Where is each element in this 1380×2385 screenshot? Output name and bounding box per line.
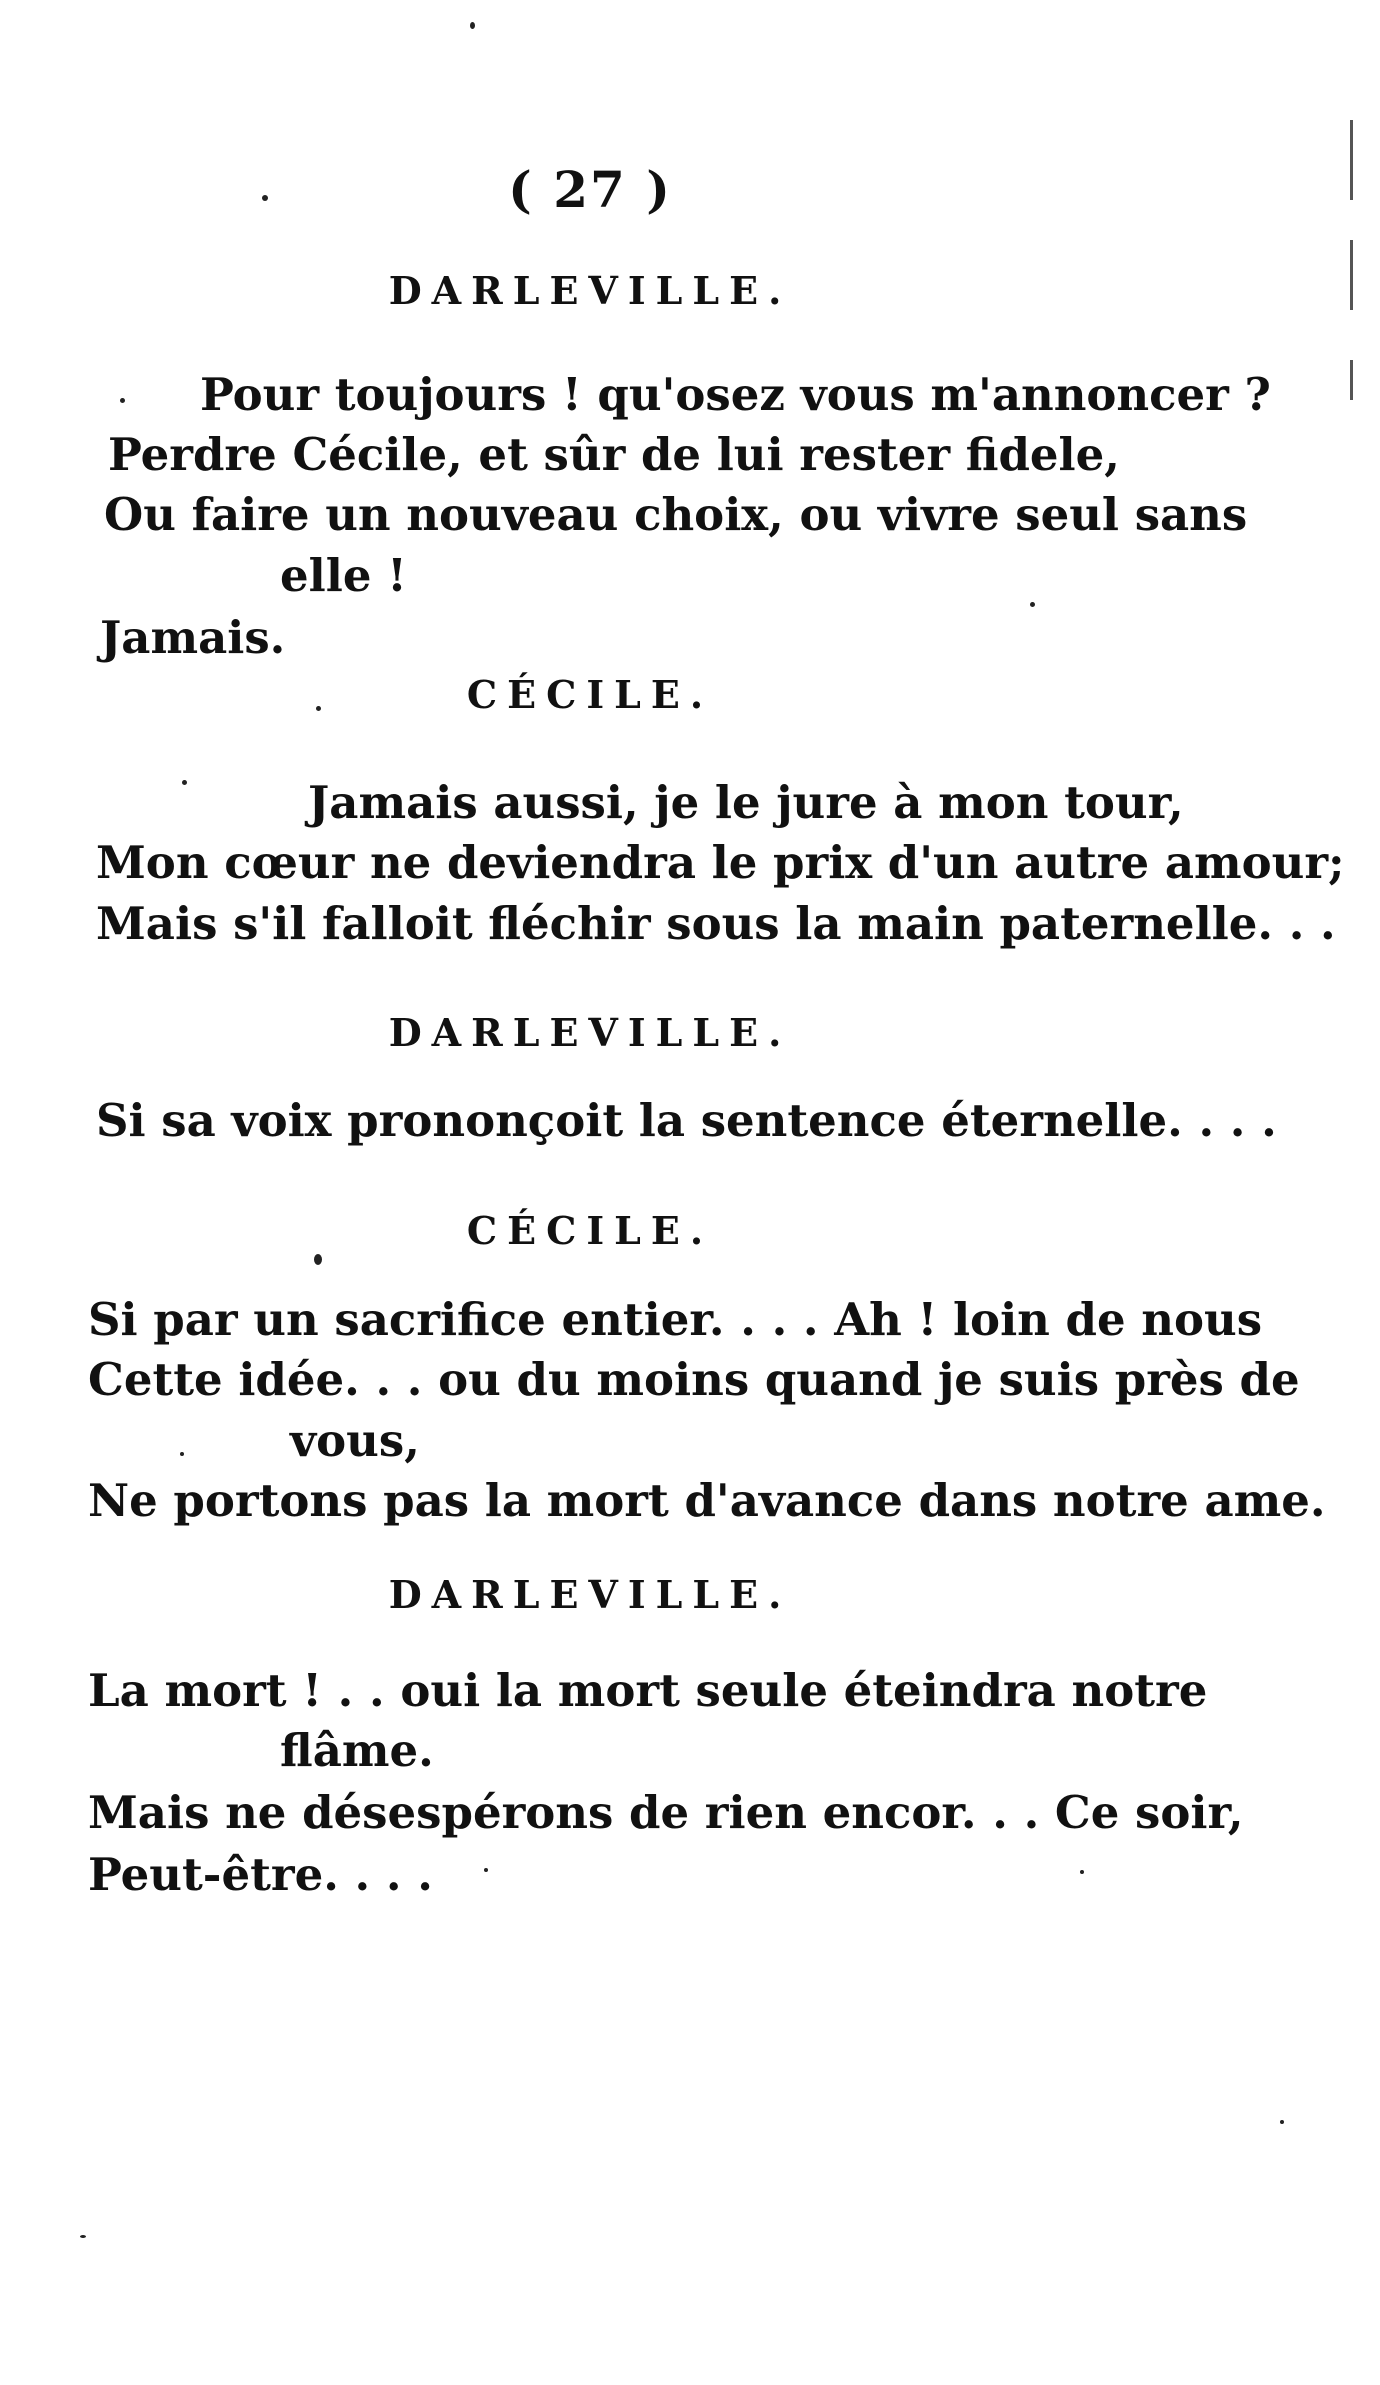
- speaker-cecile: CÉCILE.: [466, 672, 714, 717]
- scan-speck: [262, 195, 268, 201]
- scan-speck: [314, 1254, 322, 1265]
- binding-edge-mark: [1350, 240, 1353, 310]
- verse-line: Jamais aussi, je le jure à mon tour,: [308, 776, 1184, 829]
- scan-speck: [316, 706, 321, 711]
- verse-line: Ou faire un nouveau choix, ou vivre seul sans: [104, 488, 1248, 541]
- verse-line: Pour toujours ! qu'osez vous m'annoncer ?: [200, 368, 1271, 421]
- binding-edge-mark: [1350, 360, 1353, 400]
- verse-line: Si par un sacrifice entier. . . . Ah ! loin de nous: [88, 1293, 1263, 1346]
- scan-speck: [1280, 2120, 1284, 2124]
- verse-line: Mais ne désespérons de rien encor. . . Ce soir,: [88, 1786, 1244, 1839]
- scan-speck: [484, 1868, 488, 1872]
- scan-speck: [182, 780, 187, 785]
- verse-line: Mon cœur ne deviendra le prix d'un autre amour;: [96, 836, 1345, 889]
- verse-line: Cette idée. . . ou du moins quand je suis près de: [88, 1353, 1300, 1406]
- page-number: ( 27 ): [508, 160, 672, 219]
- verse-line: Ne portons pas la mort d'avance dans notre ame.: [88, 1474, 1326, 1527]
- scan-speck: [80, 2235, 86, 2238]
- scan-speck: [470, 22, 475, 29]
- verse-line: Si sa voix prononçoit la sentence éternelle. . . .: [96, 1094, 1277, 1147]
- speaker-darleville: DARLEVILLE.: [388, 1010, 792, 1055]
- verse-line: La mort ! . . oui la mort seule éteindra notre: [88, 1664, 1208, 1717]
- scan-speck: [1030, 602, 1035, 607]
- scan-speck: [180, 1452, 184, 1456]
- verse-line: Jamais.: [100, 611, 286, 664]
- verse-line: Mais s'il falloit fléchir sous la main paternelle. . .: [96, 897, 1336, 950]
- verse-line: Peut-être. . . .: [88, 1848, 433, 1901]
- verse-line: elle !: [280, 549, 407, 602]
- speaker-cecile: CÉCILE.: [466, 1208, 714, 1253]
- verse-line: Perdre Cécile, et sûr de lui rester fidele,: [108, 428, 1120, 481]
- binding-edge-mark: [1350, 120, 1353, 200]
- speaker-darleville: DARLEVILLE.: [388, 1572, 792, 1617]
- scan-speck: [1080, 1870, 1084, 1874]
- verse-line: flâme.: [280, 1724, 434, 1777]
- speaker-darleville: DARLEVILLE.: [388, 268, 792, 313]
- verse-line: vous,: [290, 1414, 420, 1467]
- scan-speck: [120, 398, 125, 403]
